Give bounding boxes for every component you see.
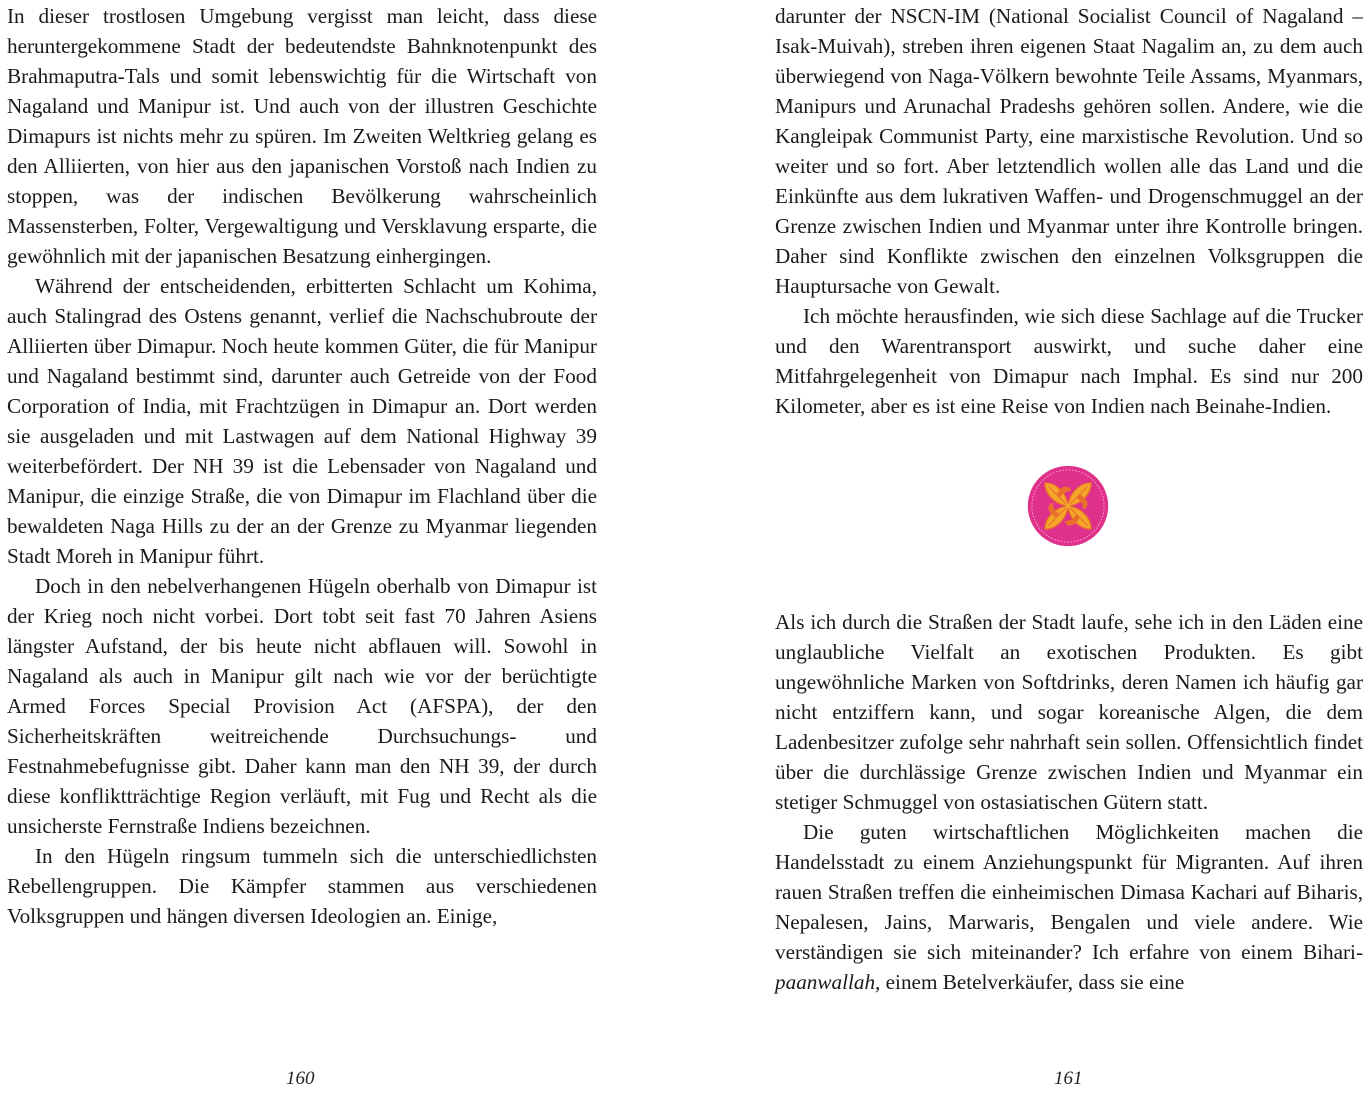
paragraph-text: einem Betelverkäufer, dass sie eine bbox=[880, 970, 1185, 994]
left-page bbox=[7, 0, 597, 1096]
paragraph: darunter der NSCN-IM (National Socialist Council of Nagaland – Isak-Muivah), streben ihren eigenen Staat Nagalim an, zu dem auch überwiegend von Naga-Völkern bewohnte Teile Assams, Myanmars, Manipurs und Arunachal Pradeshs gehören sollen. Andere, wie die Kangleipak Communist Party, eine marxistische Revolution. Und so weiter und so fort. Aber letztendlich wollen alle das Land und die Einkünfte aus dem lukrativen Waffen- und Drogenschmuggel an der Grenze zwischen Indien und Myanmar unter ihre Kontrolle bringen. Daher sind Konflikte zwischen den einzelnen Volksgruppen die Hauptursache von Gewalt. bbox=[775, 4, 1363, 298]
flower-mandala-icon bbox=[1027, 465, 1109, 547]
italic-term: paanwallah, bbox=[775, 970, 881, 994]
paragraph: Ich möchte herausfinden, wie sich diese Sachlage auf die Trucker und den Warentransport auswirkt, und suche daher eine Mitfahrgelegenheit von Dimapur nach Imphal. Es sind nur 200 Kilometer, aber es ist eine Reise von Indien nach Beinahe-Indien. bbox=[775, 304, 1363, 418]
page-number: 161 bbox=[1054, 1068, 1083, 1089]
paragraph: In dieser trostlosen Umgebung vergisst man leicht, dass diese heruntergekommene Stadt der bedeutendste Bahnknotenpunkt des Brahmaputra-Tals und somit lebenswichtig für die Wirtschaft von Nagaland und Manipur ist. Und auch von der illustren Geschichte Dimapurs ist nichts mehr zu spüren. Im Zweiten Weltkrieg gelang es den Alliierten, von hier aus den japanischen Vorstoß nach Indien zu stoppen, was der indischen Bevölkerung wahrscheinlich Massensterben, Folter, Vergewaltigung und Versklavung ersparte, die gewöhnlich mit der japanischen Besatzung einhergingen. bbox=[7, 4, 597, 268]
paragraph-text: Die guten wirtschaftlichen Möglichkeiten machen die Handelsstadt zu einem Anziehungspunkt für Migranten. Auf ihren rauen Straßen treffen die einheimischen Dimasa Kachari auf Biharis, Nepalesen, Jains, Marwaris, Bengalen und viele andere. Wie verständigen sie sich miteinander? Ich erfahre von einem Bihari- bbox=[775, 820, 1363, 964]
page-number: 160 bbox=[286, 1068, 315, 1089]
paragraph: In den Hügeln ringsum tummeln sich die unterschiedlichsten Rebellengruppen. Die Kämpfer stammen aus verschiedenen Volksgruppen und hängen diversen Ideologien an. Einige, bbox=[7, 844, 597, 928]
paragraph bbox=[775, 817, 1363, 997]
paragraph: Als ich durch die Straßen der Stadt laufe, sehe ich in den Läden eine unglaubliche Vielfalt an exotischen Produkten. Es gibt ungewöhnliche Marken von Softdrinks, deren Namen ich häufig gar nicht entziffern kann, und sogar koreanische Algen, die dem Ladenbesitzer zufolge sehr nahrhaft sein sollen. Offensichtlich findet über die durchlässige Grenze zwischen Indien und Myanmar ein stetiger Schmuggel von ostasiatischen Gütern statt. bbox=[775, 610, 1363, 814]
right-page bbox=[775, 0, 1363, 1096]
section-break bbox=[775, 421, 1363, 607]
paragraph: Während der entscheidenden, erbitterten Schlacht um Kohima, auch Stalingrad des Ostens genannt, verlief die Nachschubroute der Alliierten über Dimapur. Noch heute kommen Güter, die für Manipur und Nagaland bestimmt sind, darunter auch Getreide von der Food Corporation of India, mit Frachtzügen in Dimapur an. Dort werden sie ausgeladen und mit Lastwagen auf dem National Highway 39 weiterbefördert. Der NH 39 ist die Lebensader von Nagaland und Manipur, die einzige Straße, die von Dimapur im Flachland über die bewaldeten Naga Hills zu der an der Grenze zu Myanmar liegenden Stadt Moreh in Manipur führt. bbox=[7, 274, 597, 568]
paragraph: Doch in den nebelverhangenen Hügeln oberhalb von Dimapur ist der Krieg noch nicht vorbei. Dort tobt seit fast 70 Jahren Asiens längster Aufstand, der bis heute nicht abflauen will. Sowohl in Nagaland als auch in Manipur gilt nach wie vor der berüchtigte Armed Forces Special Provision Act (AFSPA), der den Sicherheitskräften weitreichende Durchsuchungs- und Festnahmebefugnisse gibt. Daher kann man den NH 39, der durch diese konfliktträchtige Region verläuft, mit Fug und Recht als die unsicherste Fernstraße Indiens bezeichnen. bbox=[7, 574, 597, 838]
